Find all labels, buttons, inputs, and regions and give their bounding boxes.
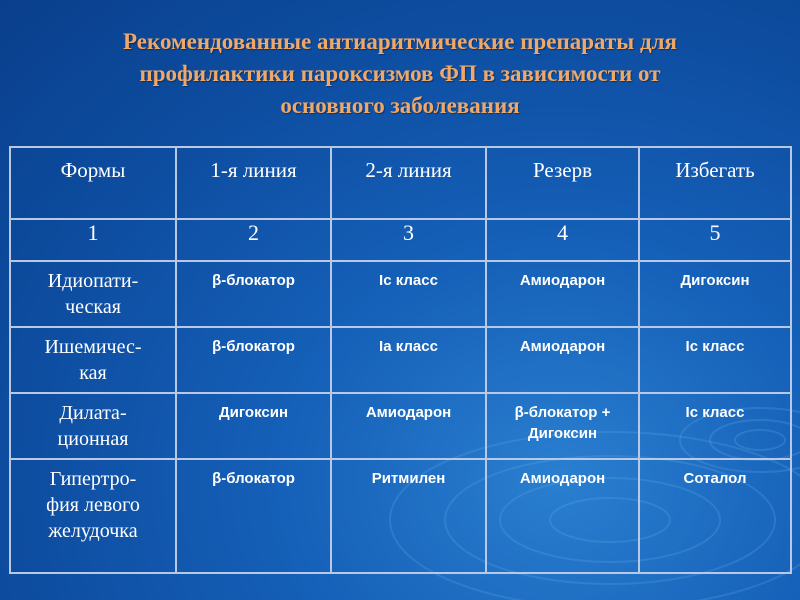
header-second-line: 2-я линия xyxy=(331,147,486,219)
cell-line: β-блокатор + xyxy=(514,404,611,421)
cell-line: Соталол xyxy=(683,470,747,487)
avoid-cell xyxy=(639,393,791,459)
cell-line: Ic класс xyxy=(379,272,438,289)
header-forms: Формы xyxy=(10,147,176,219)
cell-line: Амиодарон xyxy=(519,338,606,355)
form-cell xyxy=(10,459,176,573)
cell-line: Ic класс xyxy=(685,338,745,355)
drug-table xyxy=(9,146,792,574)
table-row xyxy=(10,459,791,573)
form-cell xyxy=(10,327,176,393)
reserve-cell xyxy=(486,261,639,327)
cell-line: Дилата- xyxy=(59,402,127,424)
cell-line: Дигоксин xyxy=(218,404,289,421)
form-cell xyxy=(10,393,176,459)
table-row xyxy=(10,393,791,459)
cell-line: β-блокатор xyxy=(212,470,295,487)
reserve-cell xyxy=(486,459,639,573)
form-cell xyxy=(10,261,176,327)
reserve-cell xyxy=(486,393,639,459)
first-line-cell xyxy=(176,327,331,393)
header-reserve: Резерв xyxy=(486,147,639,219)
title-line-3: основного заболевания xyxy=(280,93,520,118)
cell-line: желудочка xyxy=(48,520,138,542)
cell-line: β-блокатор xyxy=(212,272,295,289)
cell-line: Амиодарон xyxy=(519,272,606,289)
column-number: 4 xyxy=(486,219,639,261)
first-line-cell xyxy=(176,261,331,327)
first-line-cell xyxy=(176,393,331,459)
cell-line: Ia класс xyxy=(379,338,438,355)
cell-line: Идиопати- xyxy=(47,270,139,292)
cell-line: Амиодарон xyxy=(519,470,606,487)
second-line-cell xyxy=(331,393,486,459)
column-number: 2 xyxy=(176,219,331,261)
cell-line: кая xyxy=(79,362,107,384)
table-row xyxy=(10,261,791,327)
title-line-1: Рекомендованные антиаритмические препараты для xyxy=(123,29,677,54)
title-line-2: профилактики пароксизмов ФП в зависимости от xyxy=(139,61,661,86)
second-line-cell xyxy=(331,459,486,573)
cell-line: Ишемичес- xyxy=(44,336,142,358)
reserve-cell xyxy=(486,327,639,393)
cell-line: Ритмилен xyxy=(371,470,446,487)
cell-line: Дигоксин xyxy=(680,272,750,289)
table-row xyxy=(10,327,791,393)
header-avoid: Избегать xyxy=(639,147,791,219)
cell-line: β-блокатор xyxy=(212,338,295,355)
avoid-cell xyxy=(639,459,791,573)
second-line-cell xyxy=(331,261,486,327)
cell-line: фия левого xyxy=(46,494,140,516)
table-number-row xyxy=(10,219,791,261)
cell-line: Ic класс xyxy=(685,404,745,421)
column-number: 5 xyxy=(639,219,791,261)
cell-line: Дигоксин xyxy=(527,425,598,442)
second-line-cell xyxy=(331,327,486,393)
column-number: 1 xyxy=(10,219,176,261)
header-first-line: 1-я линия xyxy=(176,147,331,219)
cell-line: Амиодарон xyxy=(365,404,452,421)
cell-line: ционная xyxy=(57,428,129,450)
first-line-cell xyxy=(176,459,331,573)
cell-line: Гипертро- xyxy=(49,468,137,490)
avoid-cell xyxy=(639,327,791,393)
cell-line: ческая xyxy=(65,296,121,318)
table-header-row xyxy=(10,147,791,219)
column-number: 3 xyxy=(331,219,486,261)
slide-title xyxy=(20,26,780,122)
avoid-cell xyxy=(639,261,791,327)
